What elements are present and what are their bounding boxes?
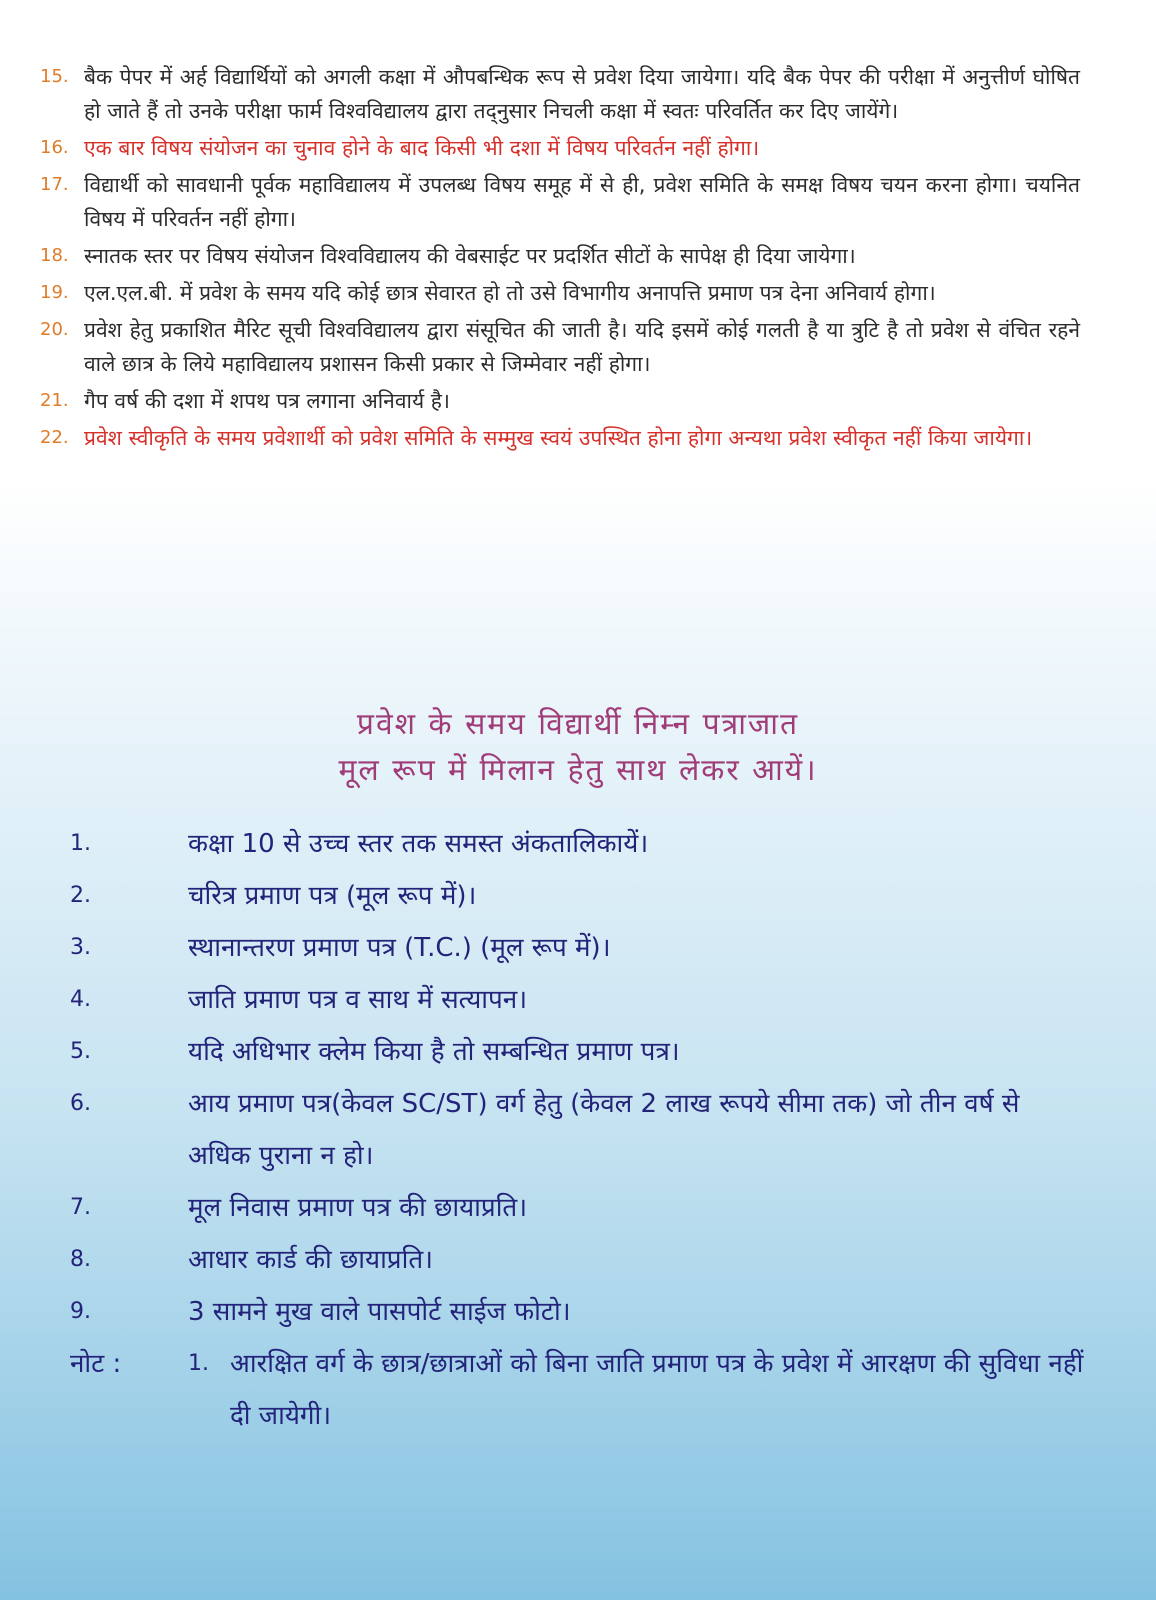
rule-number: 20. xyxy=(40,319,69,340)
documents-heading xyxy=(0,702,1156,794)
heading-line-2: मूल रूप में मिलान हेतु साथ लेकर आयें। xyxy=(338,753,818,788)
rule-text: विद्यार्थी को सावधानी पूर्वक महाविद्यालय में उपलब्ध विषय समूह में से ही, प्रवेश समिति के समक्ष विषय चयन करना होगा। चयनित विषय में परिवर्तन नहीं होगा। xyxy=(84,173,1080,231)
rule-number: 17. xyxy=(40,174,69,195)
document-text: आय प्रमाण पत्र(केवल SC/ST) वर्ग हेतु (केवल 2 लाख रूपये सीमा तक) जो तीन वर्ष से अधिक पुराना न हो। xyxy=(188,1089,1020,1171)
note-text: आरक्षित वर्ग के छात्र/छात्राओं को बिना जाति प्रमाण पत्र के प्रवेश में आरक्षण की सुविधा नहीं दी जायेगी। xyxy=(230,1349,1084,1431)
rule-text: बैक पेपर में अर्ह विद्यार्थियों को अगली कक्षा में औपबन्धिक रूप से प्रवेश दिया जायेगा। यदि बैक पेपर की परीक्षा में अनुत्तीर्ण घोषित हो जाते हैं तो उनके परीक्षा फार्म विश्वविद्यालय द्वारा तद्नुसार निचली कक्षा में स्वतः परिवर्तित कर दिए जायेंगे। xyxy=(84,65,1080,123)
document-number: 4. xyxy=(70,987,91,1012)
rule-number: 16. xyxy=(40,137,69,158)
rule-number: 18. xyxy=(40,245,69,266)
documents-list xyxy=(70,818,1090,1442)
rule-item-17 xyxy=(40,168,1080,236)
rule-item-21 xyxy=(40,384,1080,418)
rule-number: 15. xyxy=(40,66,69,87)
document-text: जाति प्रमाण पत्र व साथ में सत्यापन। xyxy=(188,985,528,1015)
document-item xyxy=(70,1286,1090,1338)
rule-item-16 xyxy=(40,131,1080,165)
document-number: 7. xyxy=(70,1195,91,1220)
heading-line-1: प्रवेश के समय विद्यार्थी निम्न पत्राजात xyxy=(356,707,800,742)
document-text: चरित्र प्रमाण पत्र (मूल रूप में)। xyxy=(188,881,477,911)
document-item xyxy=(70,818,1090,870)
document-text: स्थानान्तरण प्रमाण पत्र (T.C.) (मूल रूप में)। xyxy=(188,933,611,963)
rule-text: स्नातक स्तर पर विषय संयोजन विश्वविद्यालय की वेबसाईट पर प्रदर्शित सीटों के सापेक्ष ही दिया जायेगा। xyxy=(84,244,856,268)
rule-item-22 xyxy=(40,421,1080,455)
document-number: 2. xyxy=(70,883,91,908)
rule-text: एल.एल.बी. में प्रवेश के समय यदि कोई छात्र सेवारत हो तो उसे विभागीय अनापत्ति प्रमाण पत्र देना अनिवार्य होगा। xyxy=(84,281,936,305)
rule-item-19 xyxy=(40,276,1080,310)
document-number: 6. xyxy=(70,1091,91,1116)
rule-text: एक बार विषय संयोजन का चुनाव होने के बाद किसी भी दशा में विषय परिवर्तन नहीं होगा। xyxy=(84,136,760,160)
note-number: 1. xyxy=(188,1351,209,1376)
document-item xyxy=(70,922,1090,974)
document-item xyxy=(70,974,1090,1026)
document-number: 5. xyxy=(70,1039,91,1064)
rule-text: प्रवेश स्वीकृति के समय प्रवेशार्थी को प्रवेश समिति के सम्मुख स्वयं उपस्थित होना होगा अन्यथा प्रवेश स्वीकृत नहीं किया जायेगा। xyxy=(84,426,1033,450)
document-item xyxy=(70,1182,1090,1234)
rule-item-15 xyxy=(40,60,1080,128)
rule-number: 22. xyxy=(40,427,69,448)
document-number: 8. xyxy=(70,1247,91,1272)
rule-text: गैप वर्ष की दशा में शपथ पत्र लगाना अनिवार्य है। xyxy=(84,389,450,413)
document-text: कक्षा 10 से उच्च स्तर तक समस्त अंकतालिकायें। xyxy=(188,829,649,859)
document-text: मूल निवास प्रमाण पत्र की छायाप्रति। xyxy=(188,1193,528,1223)
document-number: 9. xyxy=(70,1299,91,1324)
rule-item-20 xyxy=(40,313,1080,381)
rule-text: प्रवेश हेतु प्रकाशित मैरिट सूची विश्वविद्यालय द्वारा संसूचित की जाती है। यदि इसमें कोई गलती है या त्रुटि है तो प्रवेश से वंचित रहने वाले छात्र के लिये महाविद्यालय प्रशासन किसी प्रकार से जिम्मेवार नहीं होगा। xyxy=(84,318,1080,376)
document-item xyxy=(70,1234,1090,1286)
rules-list xyxy=(40,60,1080,458)
document-item xyxy=(70,870,1090,922)
document-number: 3. xyxy=(70,935,91,960)
rule-number: 21. xyxy=(40,390,69,411)
rule-number: 19. xyxy=(40,282,69,303)
document-item xyxy=(70,1078,1090,1182)
document-text: आधार कार्ड की छायाप्रति। xyxy=(188,1245,434,1275)
note-label: नोट : xyxy=(70,1349,122,1379)
document-text: यदि अधिभार क्लेम किया है तो सम्बन्धित प्रमाण पत्र। xyxy=(188,1037,680,1067)
document-item xyxy=(70,1026,1090,1078)
rule-item-18 xyxy=(40,239,1080,273)
document-text: 3 सामने मुख वाले पासपोर्ट साईज फोटो। xyxy=(188,1297,571,1327)
document-number: 1. xyxy=(70,831,91,856)
note xyxy=(70,1338,1090,1442)
